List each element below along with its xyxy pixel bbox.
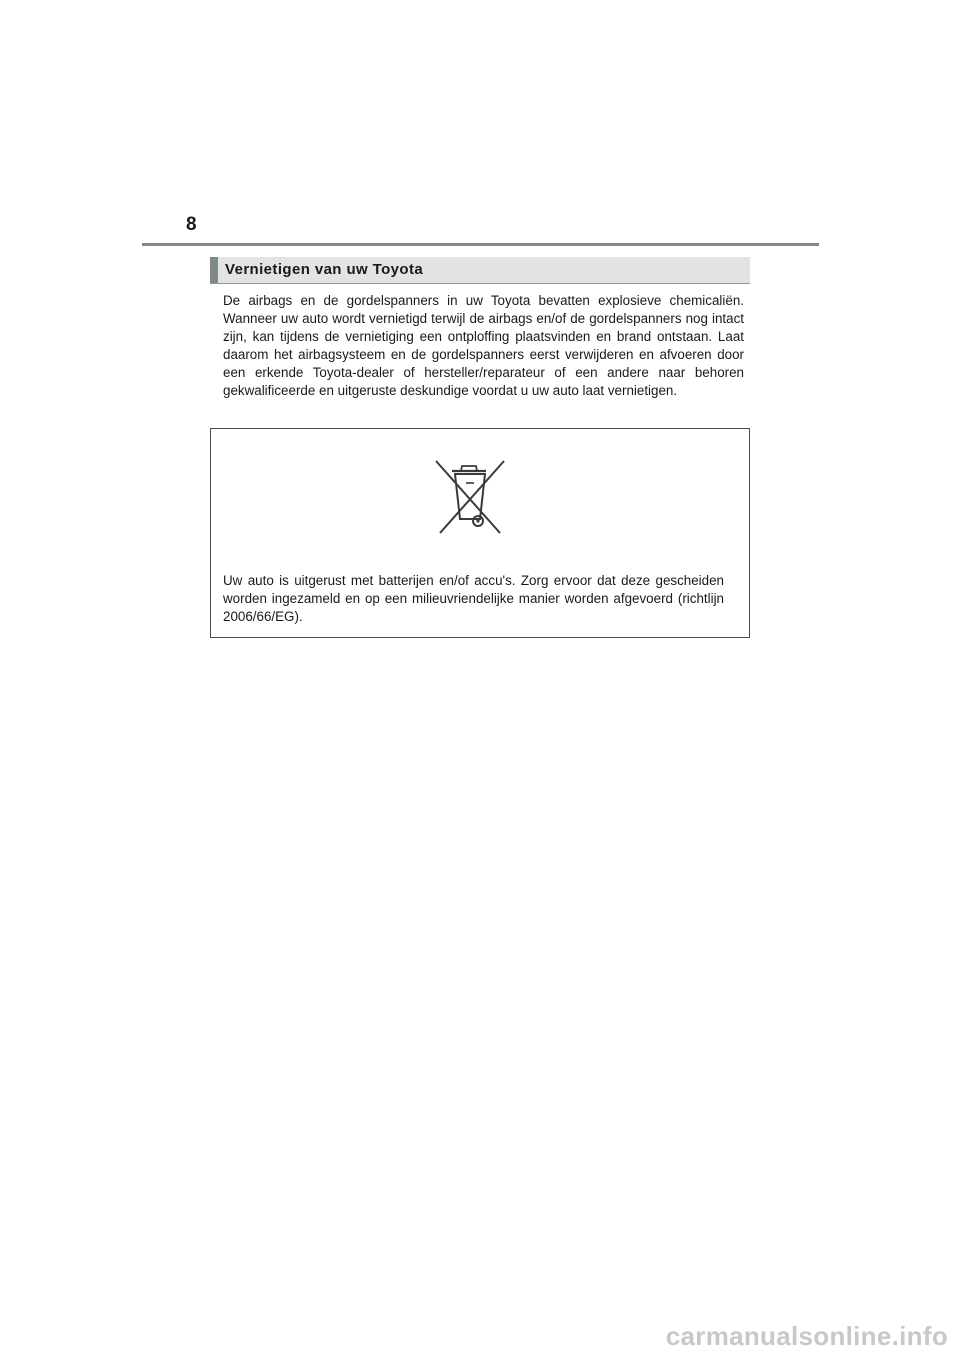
battery-notice-box <box>210 428 750 638</box>
section-body-text: De airbags en de gordelspanners in uw Toyota bevatten explosieve chemicaliën. Wanneer uw auto wordt vernietigd terwijl de airbags en/of de gordelspanners nog intact zijn, kan tijdens de vernietiging een ontploffing plaatsvinden en brand ontstaan. Laat daarom het airbagsysteem en de gordelspanners eerst verwijderen en afvoeren door een erkende Toyota-dealer of hersteller/reparateur of een andere naar behoren gekwalificeerde en uitgeruste deskundige voordat u uw auto laat vernietigen. <box>223 293 744 398</box>
section-title: Vernietigen van uw Toyota <box>225 261 424 278</box>
section-header-accent-bar <box>210 257 218 283</box>
watermark: carmanualsonline.info <box>665 1321 948 1351</box>
page-number: 8 <box>186 214 197 235</box>
crossed-out-wheelie-bin-icon <box>428 457 510 539</box>
header-divider <box>142 243 819 246</box>
section-header <box>210 257 750 284</box>
battery-notice-text: Uw auto is uitgerust met batterijen en/of accu's. Zorg ervoor dat deze gescheiden worden ingezameld en op een milieuvriendelijke manier worden afgevoerd (richtlijn 2006/66/EG). <box>223 573 724 624</box>
